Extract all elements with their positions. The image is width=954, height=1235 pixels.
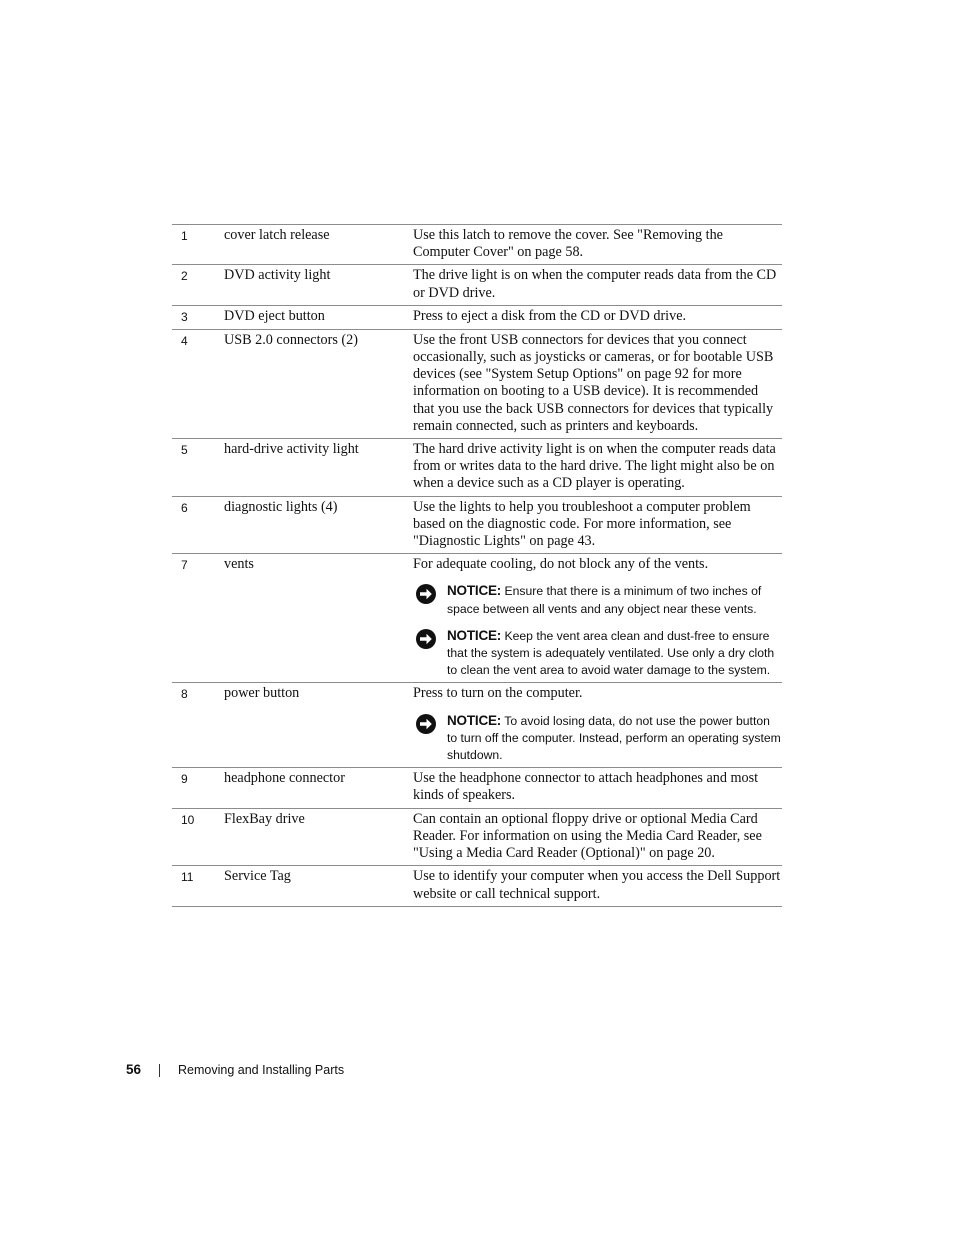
table-row [172,306,782,330]
table-row [172,866,782,906]
notice-label: NOTICE: [447,627,502,643]
table-row [172,554,782,683]
footer-section-title: Removing and Installing Parts [178,1063,345,1077]
part-name: Service Tag [224,868,291,885]
notice-text: Ensure that there is a minimum of two inches of space between all vents and any object near these vents. [447,584,762,616]
table-row [172,265,782,305]
page-footer [126,1062,344,1078]
part-name: vents [224,556,254,573]
table-row [172,439,782,497]
part-description: Use the lights to help you troubleshoot a computer problem based on the diagnostic code. For more information, see "Diagnostic Lights" on page 43. [413,498,751,550]
row-number: 4 [181,333,188,348]
part-description: Can contain an optional floppy drive or optional Media Card Reader. For information on using the Media Card Reader, see "Using a Media Card Reader (Optional)" on page 20. [413,810,762,862]
part-name: USB 2.0 connectors (2) [224,331,358,348]
table-row [172,768,782,808]
table-row [172,497,782,555]
parts-table [172,224,782,907]
notice-label: NOTICE: [447,712,502,728]
row-number: 8 [181,687,188,702]
table-row [172,225,782,265]
part-name: hard-drive activity light [224,441,359,458]
notice [413,627,782,680]
table-row [172,809,782,867]
part-description: Use the headphone connector to attach headphones and most kinds of speakers. [413,770,759,804]
notice [413,712,782,765]
row-number: 3 [181,309,188,324]
part-name: DVD activity light [224,267,331,284]
row-number: 1 [181,229,188,243]
notice-label: NOTICE: [447,583,502,599]
part-description: Use the front USB connectors for devices that you connect occasionally, such as joysticks or cameras, or for bootable USB devices (see "System Setup Options" on page 92 for more information on booting to a USB device). It is recommended that you use the back USB connectors for devices that typically remain connected, such as printers and keyboards. [413,331,774,434]
notice-arrow-icon [416,584,436,604]
notice [413,582,782,617]
part-description: Use this latch to remove the cover. See "Removing the Computer Cover" on page 58. [413,227,723,261]
part-description: Press to turn on the computer. NOTICE: To avoid losing data, do not use the power button to turn off the computer. Instead, perform an operating system shutdown. [413,685,782,764]
part-description: The hard drive activity light is on when the computer reads data from or writes data to the hard drive. The light might also be on when a device such as a CD player is operating. [413,441,776,492]
notice-arrow-icon [416,629,436,649]
page-number: 56 [126,1062,142,1077]
notice-arrow-icon [416,714,436,734]
row-number: 7 [181,558,188,573]
row-number: 11 [181,870,194,885]
row-number: 10 [181,812,195,827]
table-row [172,683,782,768]
part-name: headphone connector [224,770,345,787]
row-number: 9 [181,772,188,787]
part-description: Use to identify your computer when you access the Dell Support website or call technical support. [413,868,781,902]
footer-divider [159,1064,160,1077]
part-name: FlexBay drive [224,810,305,827]
part-description: For adequate cooling, do not block any of the vents. NOTICE: Ensure that there is a minimum of two inches of space between all vents and any object near these vents. NOTICE: Keep the vent area clean and dust-free to ensure that the system is adequately ventilated. Use only a dry cloth to clean the vent area to avoid water damage to the system. [413,556,782,679]
notice-text: To avoid losing data, do not use the power button to turn off the computer. Instead, perform an operating system shutdown. [447,713,781,763]
part-name: DVD eject button [224,307,325,324]
row-number: 5 [181,443,188,458]
part-description: The drive light is on when the computer reads data from the CD or DVD drive. [413,267,777,301]
table-row [172,330,782,439]
part-name: power button [224,685,300,702]
row-number: 2 [181,269,188,284]
part-description: Press to eject a disk from the CD or DVD drive. [413,307,687,324]
part-name: cover latch release [224,227,330,243]
part-name: diagnostic lights (4) [224,498,338,515]
notice-text: Keep the vent area clean and dust-free to ensure that the system is adequately ventilated. Use only a dry cloth to clean the vent area to avoid water damage to the system. [447,628,775,678]
row-number: 6 [181,500,188,515]
